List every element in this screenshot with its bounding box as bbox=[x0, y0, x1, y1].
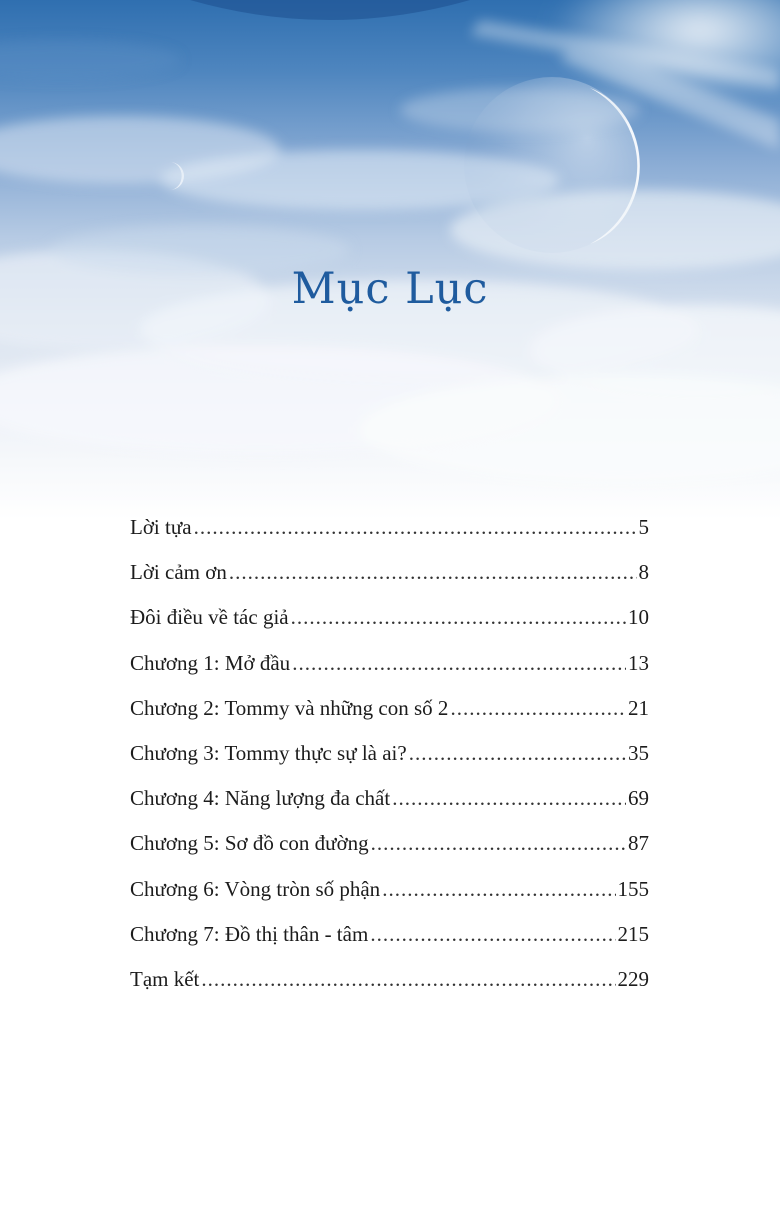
clouds bbox=[0, 40, 780, 485]
toc-entry-page: 35 bbox=[628, 740, 649, 765]
toc-entry[interactable] bbox=[130, 689, 649, 734]
toc-entry-page: 10 bbox=[628, 605, 649, 630]
toc-entry[interactable] bbox=[130, 734, 649, 779]
toc-entry[interactable] bbox=[130, 553, 649, 598]
sky-background bbox=[0, 0, 780, 520]
toc-leader-dots bbox=[291, 598, 626, 636]
toc-entry-label: Lời tựa bbox=[130, 515, 192, 539]
toc-leader-dots bbox=[371, 824, 626, 862]
table-of-contents bbox=[130, 508, 649, 1005]
dark-arc bbox=[190, 0, 470, 20]
toc-entry-label: Chương 6: Vòng tròn số phận bbox=[130, 876, 381, 901]
toc-entry[interactable] bbox=[130, 960, 649, 1005]
toc-entry[interactable] bbox=[130, 598, 649, 643]
toc-entry-label: Chương 5: Sơ đồ con đường bbox=[130, 831, 369, 856]
toc-entry-label: Chương 2: Tommy và những con số 2 bbox=[130, 695, 449, 720]
toc-entry-page: 8 bbox=[638, 560, 649, 585]
sky-illustration bbox=[0, 0, 780, 520]
toc-entry-label: Đôi điều về tác giả bbox=[130, 605, 289, 630]
toc-entry-label: Tạm kết bbox=[130, 966, 200, 991]
toc-leader-dots bbox=[409, 734, 626, 772]
toc-entry-page: 215 bbox=[617, 921, 649, 946]
page-title: Mục Lục bbox=[291, 264, 489, 314]
toc-leader-dots bbox=[194, 508, 637, 546]
toc-leader-dots bbox=[201, 960, 615, 998]
toc-entry[interactable] bbox=[130, 644, 649, 689]
toc-entry-page: 87 bbox=[628, 831, 649, 856]
toc-entry-page: 155 bbox=[617, 876, 649, 901]
toc-leader-dots bbox=[292, 644, 626, 682]
toc-leader-dots bbox=[370, 915, 615, 953]
toc-leader-dots bbox=[392, 779, 626, 817]
toc-entry[interactable] bbox=[130, 915, 649, 960]
toc-entry[interactable] bbox=[130, 824, 649, 869]
toc-leader-dots bbox=[450, 689, 626, 727]
toc-leader-dots bbox=[382, 870, 615, 908]
toc-entry[interactable] bbox=[130, 508, 649, 553]
toc-entry-label: Chương 3: Tommy thực sự là ai? bbox=[130, 740, 407, 765]
toc-entry-label: Chương 7: Đồ thị thân - tâm bbox=[130, 921, 369, 946]
toc-entry[interactable] bbox=[130, 779, 649, 824]
toc-entry-label: Chương 4: Năng lượng đa chất bbox=[130, 786, 391, 811]
toc-entry-page: 5 bbox=[638, 515, 649, 539]
toc-entry-label: Chương 1: Mở đầu bbox=[130, 650, 291, 675]
toc-entry[interactable] bbox=[130, 870, 649, 915]
toc-leader-dots bbox=[229, 553, 637, 591]
toc-entry-page: 229 bbox=[617, 966, 649, 991]
toc-entry-page: 69 bbox=[628, 786, 649, 811]
toc-entry-page: 21 bbox=[628, 695, 649, 720]
toc-entry-page: 13 bbox=[628, 650, 649, 675]
toc-entry-label: Lời cảm ơn bbox=[130, 560, 227, 585]
